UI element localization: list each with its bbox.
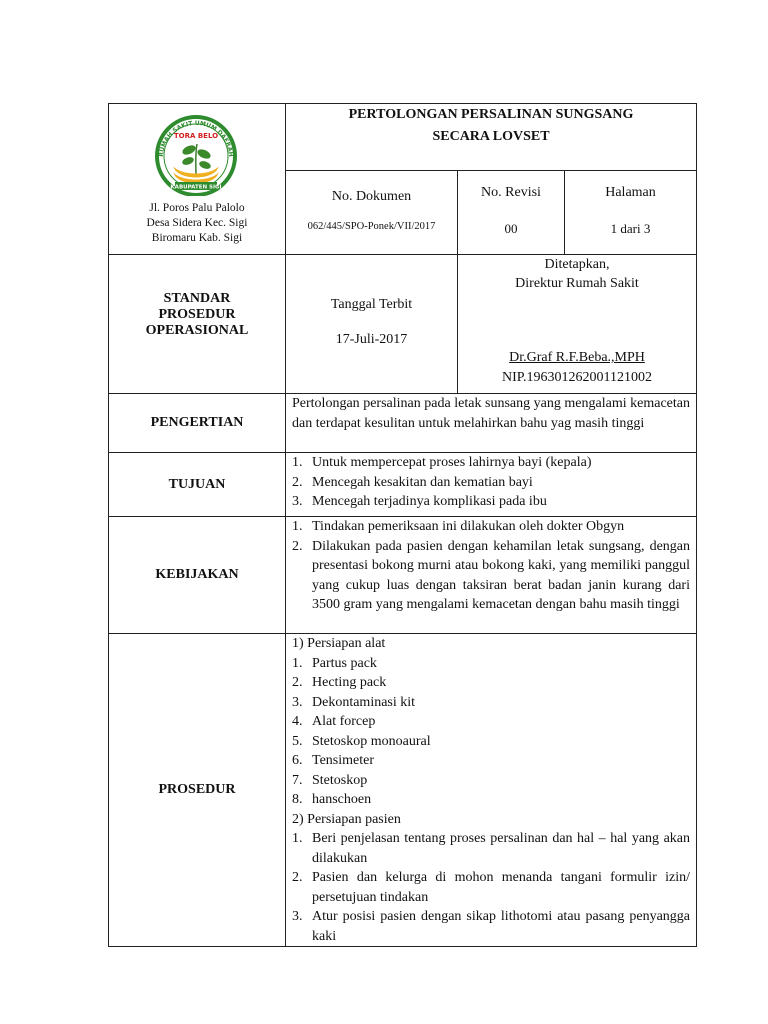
list-item	[292, 453, 690, 473]
tujuan-body	[286, 453, 697, 517]
list-text: Stetoskop monoaural	[312, 733, 431, 749]
prosedur-label: PROSEDUR	[109, 634, 286, 947]
list-number: 1.	[292, 655, 303, 671]
list-item	[292, 771, 690, 791]
spo-label-line-1: STANDAR	[163, 291, 231, 306]
address-line-3: Biromaru Kab. Sigi	[151, 232, 243, 244]
logo-name-text: TORA BELO	[173, 132, 219, 140]
no-dokumen-label: No. Dokumen	[331, 189, 412, 205]
persiapan-alat-title: 1) Persiapan alat	[292, 636, 386, 651]
kebijakan-label: KEBIJAKAN	[109, 517, 286, 634]
list-number: 2.	[292, 538, 303, 554]
logo-arc-text: RUMAH SAKIT UMUM DAERAH	[157, 119, 235, 158]
list-number: 1.	[292, 519, 303, 534]
list-item	[292, 790, 690, 810]
no-dokumen-value: 062/445/SPO-Ponek/VII/2017	[307, 221, 436, 233]
direktur-name: Dr.Graf R.F.Beba.,MPH	[509, 350, 645, 365]
list-item	[292, 492, 690, 512]
no-revisi-cell	[458, 171, 565, 255]
logo-kabupaten-text: KABUPATEN SIGI	[170, 184, 222, 191]
document-title	[286, 104, 697, 171]
list-number: 5.	[292, 733, 303, 749]
persiapan-pasien-title: 2) Persiapan pasien	[292, 811, 401, 827]
list-number: 3.	[292, 909, 303, 924]
list-item	[292, 517, 690, 537]
list-item	[292, 673, 690, 693]
halaman-cell	[565, 171, 697, 255]
tanggal-terbit-value: 17-Juli-2017	[335, 332, 408, 347]
list-text: Dekontaminasi kit	[312, 694, 416, 710]
list-number: 6.	[292, 753, 303, 768]
hospital-header-cell	[109, 104, 286, 255]
list-item	[292, 732, 690, 752]
kebijakan-body	[286, 517, 697, 634]
list-number: 2.	[292, 675, 303, 690]
list-item	[292, 907, 690, 946]
no-dokumen-cell	[286, 171, 458, 255]
pengertian-text: Pertolongan persalinan pada letak sunsang yang mengalami kemacetan dan terdapat kesulitan untuk melahirkan bahu yag masih tinggi	[286, 394, 697, 453]
no-revisi-value: 00	[504, 221, 518, 237]
spo-document	[108, 103, 696, 947]
list-number: 8.	[292, 792, 303, 807]
pengesahan-cell	[458, 255, 697, 394]
list-number: 2.	[292, 474, 303, 490]
list-text: Beri penjelasan tentang proses persalinan dan hal – hal yang akan dilakukan	[312, 831, 690, 866]
list-text: Mencegah terjadinya komplikasi pada ibu	[312, 494, 547, 509]
direktur-nip: NIP.196301262001121002	[502, 370, 652, 385]
list-number: 4.	[292, 714, 303, 729]
list-item	[292, 712, 690, 732]
tanggal-terbit-cell	[286, 255, 458, 394]
hospital-address	[109, 201, 285, 246]
list-item	[292, 829, 690, 868]
pengertian-label: PENGERTIAN	[109, 394, 286, 453]
list-item	[292, 537, 690, 615]
spo-label-line-2: PROSEDUR	[158, 307, 236, 322]
tanggal-terbit-label: Tanggal Terbit	[330, 297, 413, 312]
ditetapkan-text: Ditetapkan,	[544, 257, 610, 272]
list-text: Untuk mempercepat proses lahirnya bayi (kepala)	[312, 455, 592, 470]
address-line-2: Desa Sidera Kec. Sigi	[146, 217, 248, 229]
list-text: Stetoskop	[312, 772, 368, 788]
list-text: Tindakan pemeriksaan ini dilakukan oleh dokter Obgyn	[312, 519, 625, 534]
list-text: Hecting pack	[312, 675, 387, 690]
list-text: Atur posisi pasien dengan sikap lithotomi atau pasang penyangga kaki	[312, 909, 690, 944]
jabatan-text: Direktur Rumah Sakit	[515, 276, 639, 291]
hospital-logo	[151, 114, 241, 196]
list-number: 1.	[292, 831, 303, 846]
list-item	[292, 693, 690, 713]
spo-label-cell	[109, 255, 286, 394]
tujuan-label: TUJUAN	[109, 453, 286, 517]
list-text: Alat forcep	[312, 714, 376, 729]
list-number: 1.	[292, 455, 303, 470]
title-line-1: PERTOLONGAN PERSALINAN SUNGSANG	[348, 107, 634, 122]
list-item	[292, 751, 690, 771]
spo-table	[108, 103, 697, 947]
list-number: 2.	[292, 870, 303, 885]
list-text: Pasien dan kelurga di mohon menanda tangani formulir izin/ persetujuan tindakan	[312, 870, 690, 905]
list-number: 7.	[292, 772, 303, 788]
list-text: Dilakukan pada pasien dengan kehamilan letak sungsang, dengan presentasi bokong murni atau bokong kaki, yang memiliki panggul yang cukup luas dengan taksiran berat badan janin kurang dari 3500 gram yang mengalami kemacetan dengan bahu masih tinggi	[312, 538, 690, 612]
no-revisi-label: No. Revisi	[481, 185, 541, 201]
halaman-label: Halaman	[605, 185, 656, 201]
halaman-value: 1 dari 3	[610, 221, 651, 237]
title-line-2: SECARA LOVSET	[432, 129, 550, 144]
list-number: 3.	[292, 694, 303, 710]
list-item	[292, 654, 690, 674]
list-text: Mencegah kesakitan dan kematian bayi	[312, 474, 533, 490]
prosedur-body	[286, 634, 697, 947]
spo-label-line-3: OPERASIONAL	[145, 323, 249, 338]
list-text: Tensimeter	[312, 753, 374, 768]
list-text: Partus pack	[312, 655, 377, 671]
list-number: 3.	[292, 494, 303, 509]
list-item	[292, 473, 690, 493]
list-text: hanschoen	[312, 792, 372, 807]
address-line-1: Jl. Poros Palu Palolo	[149, 202, 245, 214]
list-item	[292, 868, 690, 907]
